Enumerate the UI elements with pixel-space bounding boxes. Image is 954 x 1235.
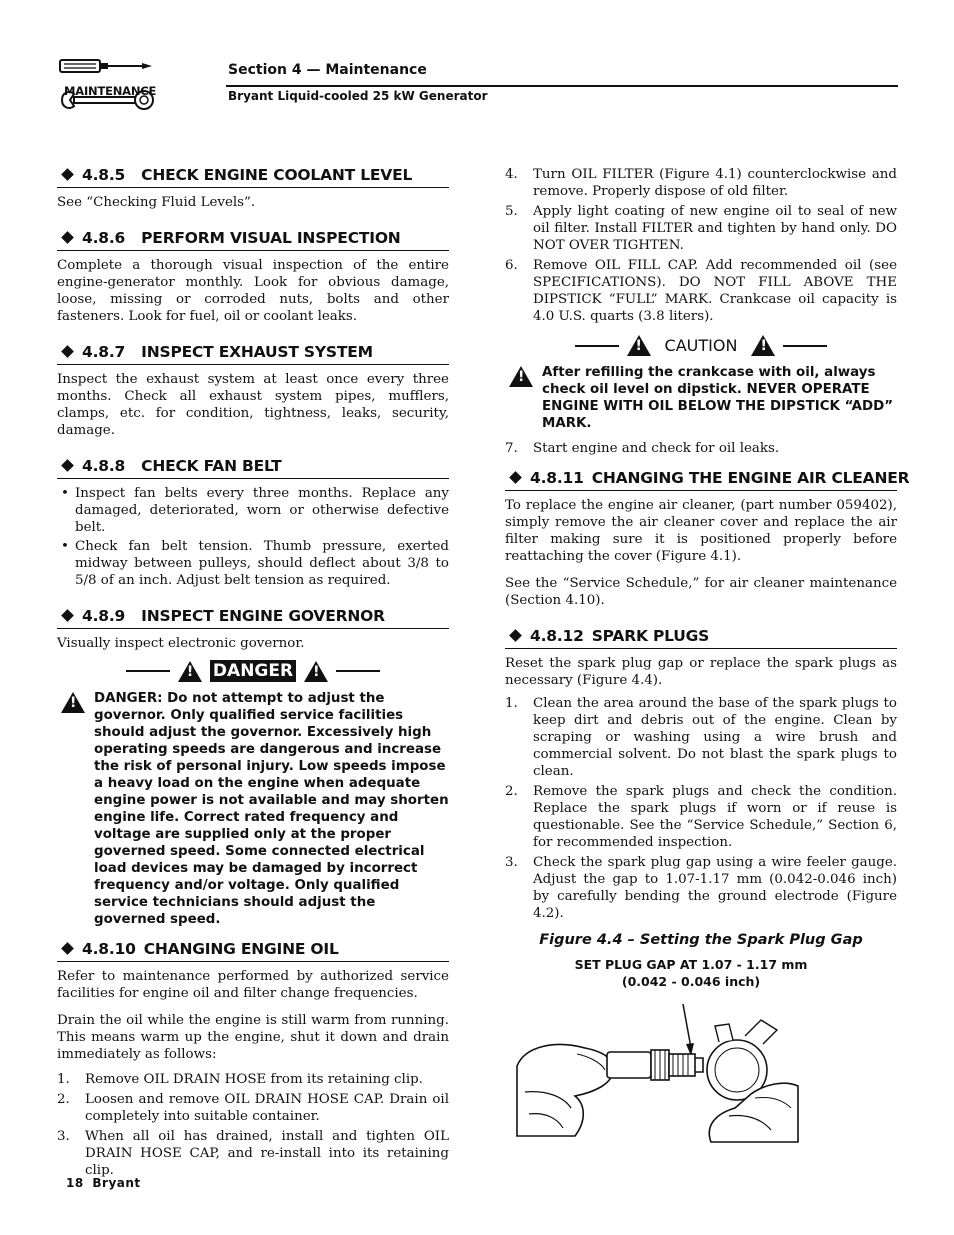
danger-text: DANGER: Do not attempt to adjust the governor. Only qualified service facilities should adjust the governor. Excessively high operating speeds are dangerous and increase the risk of personal injury. Low speeds impose a heavy load on the engine when adequate engine power is not available and may shorten engine life. Correct rated frequency and voltage are supplied only at the proper governed speed. Some connected electrical load devices may be damaged by incorrect frequency and/or voltage. Only qualified service technicians should adjust the governed speed. (94, 691, 449, 927)
divider (126, 670, 170, 672)
spark-plug-illustration (515, 996, 800, 1146)
diamond-bullet-icon (61, 231, 74, 244)
divider (336, 670, 380, 672)
list-item: • Check fan belt tension. Thumb pressure, exerted midway between pulleys, should deflect about 3/8 to 5/8 of an inch. Adjust belt tension as required. (61, 539, 449, 588)
caution-label: CAUTION (664, 336, 738, 355)
figure-caption: Figure 4.4 – Setting the Spark Plug Gap (539, 932, 863, 948)
figure-label: SET PLUG GAP AT 1.07 - 1.17 mm (0.042 - 0.046 inch) (574, 957, 808, 989)
spark-plug-gap-icon (515, 996, 800, 1146)
divider (575, 345, 619, 347)
list-item: 2. Loosen and remove OIL DRAIN HOSE CAP. Drain oil completely into suitable container. (57, 1092, 449, 1124)
governor-text: Visually inspect electronic governor. (57, 636, 305, 651)
air-cleaner-schedule-text: See the “Service Schedule,” for air cleaner maintenance (Section 4.10). (505, 576, 897, 608)
spark-plugs-intro: Reset the spark plug gap or replace the spark plugs as necessary (Figure 4.4). (505, 656, 897, 688)
warning-triangle-icon (304, 661, 328, 682)
heading-4-8-7: 4.8.7 INSPECT EXHAUST SYSTEM (57, 343, 449, 365)
spark-plug-steps (505, 695, 897, 922)
diamond-bullet-icon (509, 629, 522, 642)
list-item: 4. Turn OIL FILTER (Figure 4.1) counterclockwise and remove. Properly dispose of old filter. (505, 167, 897, 199)
heading-4-8-6: 4.8.6 PERFORM VISUAL INSPECTION (57, 229, 449, 251)
engine-oil-drain-text: Drain the oil while the engine is still warm from running. This means warm up the engine, shut it down and drain immediately as follows: (57, 1013, 449, 1062)
page-number: 18 (66, 1176, 84, 1190)
caution-text: After refilling the crankcase with oil, always check oil level on dipstick. NEVER OPERATE ENGINE WITH OIL BELOW THE DIPSTICK “ADD” MARK. (542, 365, 894, 431)
oil-change-steps-continued (505, 166, 897, 325)
list-item: 1. Clean the area around the base of the spark plugs to keep dirt and debris out of the engine. Clean by scraping or washing using a wire brush and commercial solvent. Do not blast the spark plugs to clean. (505, 696, 897, 779)
left-column (57, 166, 449, 1183)
oil-change-final-step (505, 440, 897, 457)
section-title: Section 4 — Maintenance (228, 62, 427, 78)
heading-4-8-12: 4.8.12 SPARK PLUGS (505, 627, 897, 649)
list-item: 3. When all oil has drained, install and tighten OIL DRAIN HOSE CAP, and re-install into its retaining clip. (57, 1129, 449, 1178)
list-item: 6. Remove OIL FILL CAP. Add recommended oil (see SPECIFICATIONS). DO NOT FILL ABOVE THE DIPSTICK “FULL” MARK. Crankcase oil capacity is 4.0 U.S. quarts (3.8 liters). (505, 258, 897, 324)
fan-belt-list (57, 485, 449, 589)
exhaust-system-text: Inspect the exhaust system at least once every three months. Check all exhaust system pipes, mufflers, clamps, etc. for condition, tightness, leaks, security, damage. (57, 372, 449, 438)
heading-4-8-11: 4.8.11 CHANGING THE ENGINE AIR CLEANER (505, 469, 897, 491)
list-item: 5. Apply light coating of new engine oil to seal of new oil filter. Install FILTER and tighten by hand only. DO NOT OVER TIGHTEN. (505, 204, 897, 253)
right-column (505, 166, 910, 990)
danger-signal (57, 660, 449, 682)
danger-label: DANGER (210, 660, 296, 682)
diamond-bullet-icon (61, 609, 74, 622)
engine-oil-intro: Refer to maintenance performed by authorized service facilities for engine oil and filter change frequencies. (57, 969, 449, 1001)
header-rule (226, 85, 898, 87)
diamond-bullet-icon (61, 459, 74, 472)
heading-4-8-8: 4.8.8 CHECK FAN BELT (57, 457, 449, 479)
list-item: 2. Remove the spark plugs and check the condition. Replace the spark plugs if worn or if reuse is questionable. See the “Service Schedule,” Section 6, for recommended inspection. (505, 784, 897, 850)
heading-4-8-5: 4.8.5 CHECK ENGINE COOLANT LEVEL (57, 166, 449, 188)
list-item: 1. Remove OIL DRAIN HOSE from its retaining clip. (57, 1072, 423, 1087)
caution-signal (505, 335, 897, 356)
list-item: 7. Start engine and check for oil leaks. (505, 441, 780, 456)
air-cleaner-text: To replace the engine air cleaner, (part number 059402), simply remove the air cleaner cover and replace the air filter making sure it is positioned properly before reattaching the cover (Figure 4.1). (505, 498, 897, 564)
warning-triangle-icon (61, 692, 85, 713)
caution-message (505, 364, 897, 432)
coolant-level-text: See “Checking Fluid Levels”. (57, 195, 256, 210)
warning-triangle-icon (751, 335, 775, 356)
visual-inspection-text: Complete a thorough visual inspection of the entire engine-generator monthly. Look for obvious damage, loose, missing or corroded nuts, bolts and other fasteners. Look for fuel, oil or coolant leaks. (57, 258, 449, 324)
warning-triangle-icon (509, 366, 533, 387)
warning-triangle-icon (178, 661, 202, 682)
heading-4-8-9: 4.8.9 INSPECT ENGINE GOVERNOR (57, 607, 449, 629)
logo-label: MAINTENANCE (64, 84, 157, 98)
heading-4-8-10: 4.8.10 CHANGING ENGINE OIL (57, 940, 449, 962)
danger-message (57, 690, 449, 928)
list-item: • Inspect fan belts every three months. Replace any damaged, deteriorated, worn or otherwise defective belt. (61, 486, 449, 535)
footer-brand: Bryant (92, 1176, 141, 1190)
divider (783, 345, 827, 347)
diamond-bullet-icon (61, 345, 74, 358)
warning-triangle-icon (627, 335, 651, 356)
diamond-bullet-icon (61, 168, 74, 181)
list-item: 3. Check the spark plug gap using a wire feeler gauge. Adjust the gap to 1.07-1.17 mm (0.042-0.046 inch) by carefully bending the ground electrode (Figure 4.2). (505, 855, 897, 921)
diamond-bullet-icon (61, 942, 74, 955)
diamond-bullet-icon (509, 471, 522, 484)
document-subtitle: Bryant Liquid-cooled 25 kW Generator (228, 89, 488, 103)
oil-change-steps (57, 1071, 449, 1179)
page-footer (66, 1176, 141, 1190)
